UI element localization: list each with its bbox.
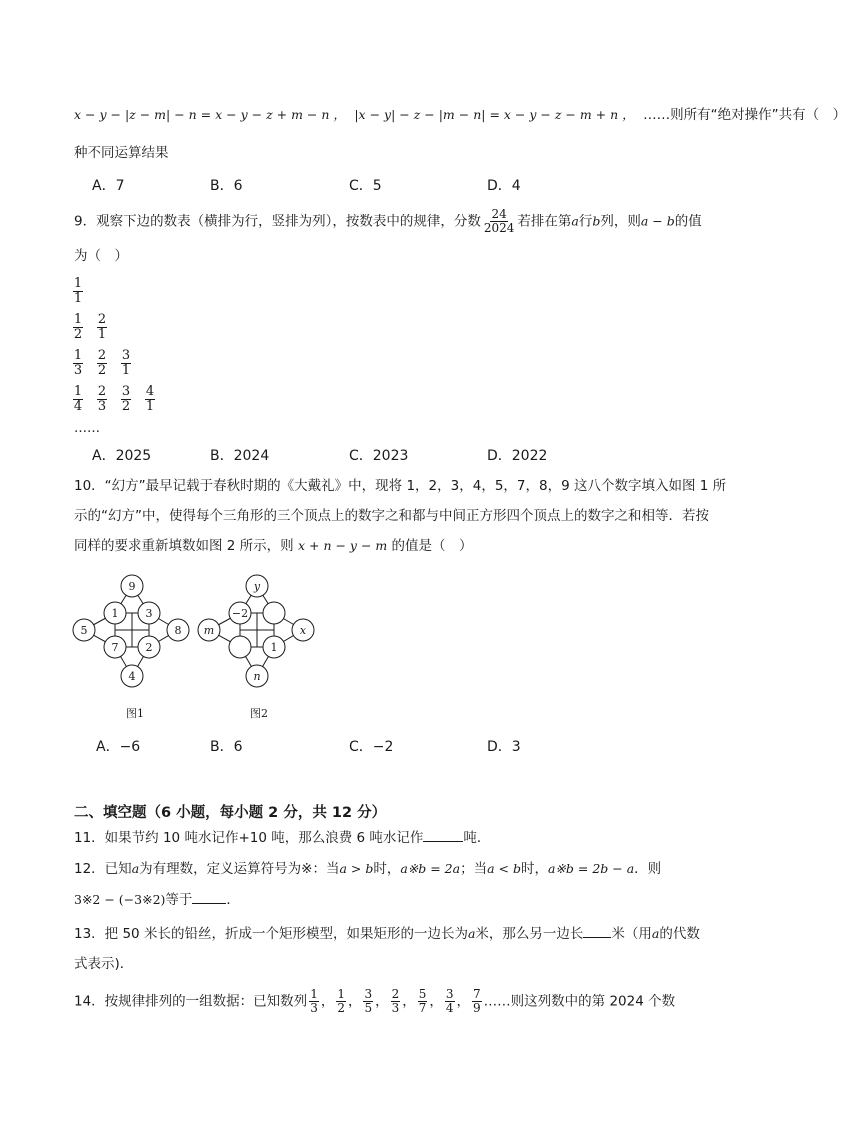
fig2-br: 1 (270, 641, 278, 654)
q13-p1: 13．把 50 米长的铅丝，折成一个矩形模型，如果矩形的一边长为 (74, 926, 468, 942)
section-title: 二、填空题（6 小题，每小题 2 分，共 12 分） (74, 805, 387, 821)
q12-line1 (74, 860, 661, 878)
table-cell: $\frac{1}{1}$ (73, 276, 83, 306)
q10-line3-pre: 同样的要求重新填数如图 2 所示，则 (74, 538, 294, 554)
q13-p3: 米（用 (611, 926, 652, 942)
fig2-bottom: n (253, 670, 261, 683)
table-cell: $\frac{3}{1}$ (121, 348, 131, 378)
q12-line2-tail: ． (226, 892, 240, 908)
q8-option-d[interactable]: D．4 (487, 178, 521, 194)
fig1-bottom: 4 (128, 670, 136, 683)
q10-option-b[interactable]: B．6 (210, 739, 243, 755)
q12-expression: 3※2 − (−3※2) (74, 892, 166, 907)
table-cell: $\frac{4}{1}$ (145, 384, 155, 414)
q9-option-b[interactable]: B．2024 (210, 448, 270, 464)
q10-option-c[interactable]: C．−2 (349, 739, 394, 755)
table-ellipsis: …… (74, 421, 100, 436)
fig2-tl: −2 (231, 607, 249, 620)
q13-answer-blank[interactable] (583, 925, 611, 938)
fig1-right: 8 (174, 624, 182, 637)
q11-end: 吨． (463, 830, 491, 846)
q9-var-a: a (571, 213, 579, 229)
q9-line1 (74, 208, 702, 235)
fig1-br: 2 (145, 641, 153, 654)
q8-line2: 种不同运算结果 (74, 145, 169, 161)
q9-mid2: 行 (578, 213, 593, 230)
q8-option-a[interactable]: A．7 (92, 178, 125, 194)
table-cell: $\frac{2}{2}$ (97, 348, 107, 378)
q9-mid3: 列，则 (600, 213, 641, 230)
q9-frac-den: 2024 (483, 221, 515, 235)
q10-line3-expr: x + n − y − m (297, 538, 388, 553)
fig1-left: 5 (80, 624, 88, 637)
fig1-tr: 3 (145, 607, 153, 620)
q13-var-a2: a (651, 926, 660, 941)
q14-p1: 14．按规律排列的一组数据：已知数列 (74, 993, 308, 1010)
q14-frac-1: $\frac{1}{3}$ (310, 987, 318, 1015)
q8-expr1: x − y − |z − m| − n = x − y − z + m − n ， (74, 107, 346, 122)
q12-p5: 时， (520, 861, 548, 877)
q9-expr: a − b (640, 213, 675, 229)
magic-square-figure-1 (66, 570, 196, 692)
q12-line2 (74, 891, 240, 909)
fig1-top: 9 (128, 580, 136, 593)
q14-p2: ……则这列数中的第 2024 个数 (483, 993, 676, 1010)
q11-answer-blank[interactable] (423, 829, 463, 842)
q12-rule2: a※b = 2b − a (547, 861, 635, 876)
q12-var-a: a (131, 861, 140, 876)
q9-prefix: 9．观察下边的数表（横排为行，竖排为列），按数表中的规律，分数 (74, 213, 481, 230)
fig1-tl: 1 (111, 607, 119, 620)
q10-option-a[interactable]: A．−6 (96, 739, 141, 755)
q14-frac-4: $\frac{2}{3}$ (391, 987, 400, 1015)
figure-2-caption: 图2 (250, 707, 268, 720)
q12-p1: 12．已知 (74, 861, 132, 877)
q12-answer-blank[interactable] (192, 891, 226, 904)
q9-fraction (483, 208, 516, 235)
q9-mid: 若排在第 (517, 213, 572, 230)
q9-line2: 为（ ） (74, 248, 128, 264)
q9-end: 的值 (674, 213, 702, 230)
q9-frac-num: 24 (491, 207, 507, 221)
figure-1-caption: 图1 (126, 707, 144, 720)
q12-line2-end: 等于 (165, 892, 193, 908)
fig1-bl: 7 (111, 641, 119, 654)
q14-frac-3: $\frac{3}{5}$ (364, 987, 373, 1015)
table-cell: $\frac{1}{2}$ (73, 312, 83, 342)
q14-frac-5: $\frac{5}{7}$ (418, 987, 427, 1015)
table-cell: $\frac{2}{1}$ (97, 312, 107, 342)
q13-p4: 的代数 (659, 926, 700, 942)
fig2-left: m (203, 624, 215, 637)
q12-cond2: a < b (487, 861, 521, 876)
table-cell: $\frac{2}{3}$ (97, 384, 107, 414)
q12-rule1: a※b = 2a (400, 861, 461, 876)
q12-p3: 时， (373, 861, 401, 877)
q8-option-c[interactable]: C．5 (349, 178, 382, 194)
fig2-right: x (299, 624, 307, 637)
q8-line1 (74, 106, 846, 124)
q10-line1: 10．“幻方”最早记载于春秋时期的《大戴礼》中，现将 1，2，3，4，5，7，8，9 这八个数字填入如图 1 所 (74, 478, 727, 494)
q12-p4: ；当 (460, 861, 488, 877)
q8-option-b[interactable]: B．6 (210, 178, 243, 194)
q12-p2: 为有理数，定义运算符号为※：当 (139, 861, 340, 877)
q8-tail: ……则所有“绝对操作”共有（ ） (643, 107, 846, 123)
q10-line3 (74, 537, 473, 555)
q11-text: 11．如果节约 10 吨水记作+10 吨，那么浪费 6 吨水记作 (74, 830, 424, 846)
q14-frac-6: $\frac{3}{4}$ (445, 987, 454, 1015)
q9-option-c[interactable]: C．2023 (349, 448, 409, 464)
q9-var-b: b (592, 213, 601, 229)
q13-p2: 米，那么另一边长 (475, 926, 584, 942)
q12-p6: ．则 (634, 861, 662, 877)
q14-line: 14．按规律排列的一组数据：已知数列 $\frac{1}{3}$ ， $\frac{1}{2}$ ， $\frac{3}{5}$ ， $\frac{2}{3}$ ， $\frac{5}{7}$ ， $\frac{3}{4}$ ， $\frac{7}{9}$ ……则这列数中的第 2024 个数 (74, 987, 676, 1015)
q9-option-a[interactable]: A．2025 (92, 448, 152, 464)
q11-line (74, 829, 490, 847)
table-cell: $\frac{1}{4}$ (73, 384, 83, 414)
q14-frac-2: $\frac{1}{2}$ (337, 987, 345, 1015)
q10-line3-post: 的值是（ ） (391, 538, 473, 554)
q12-cond1: a > b (339, 861, 374, 876)
table-cell: $\frac{3}{2}$ (121, 384, 131, 414)
q9-option-d[interactable]: D．2022 (487, 448, 548, 464)
q14-frac-7: $\frac{7}{9}$ (473, 987, 481, 1015)
q10-line2: 示的“幻方”中，使得每个三角形的三个顶点上的数字之和都与中间正方形四个顶点上的数字之和相等．若按 (74, 508, 709, 524)
table-cell: $\frac{1}{3}$ (73, 348, 83, 378)
fig2-top: y (253, 580, 261, 593)
q13-line1 (74, 925, 700, 943)
q10-option-d[interactable]: D．3 (487, 739, 521, 755)
magic-square-figure-2 (191, 570, 321, 692)
q13-line2: 式表示)． (74, 956, 134, 972)
q8-expr2: |x − y| − z − |m − n| = x − y − z − m + n ， (354, 107, 635, 122)
q13-var-a: a (467, 926, 476, 941)
